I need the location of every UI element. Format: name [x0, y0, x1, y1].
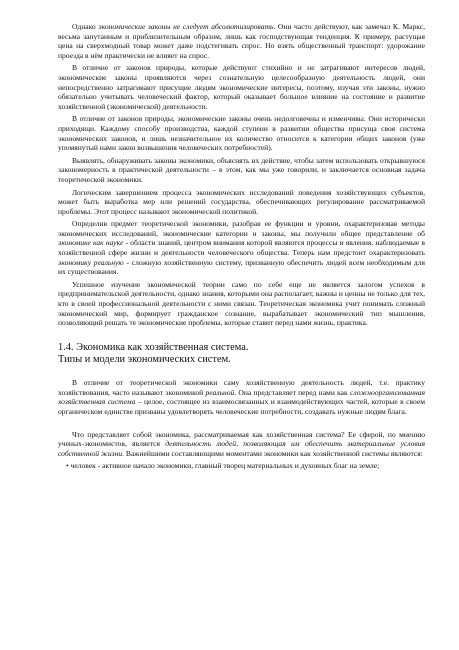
paragraph-3: В отличие от законов природы, экономические законы очень недолговечны и изменчивы. Они исторически приходящи. Каждому способу производства, каждой ступени в развитии общества присуща своя система экономических законов, и лишь незначительное их количество относится к категории общих законов (уже упомянутый нами закон возвышения человеческих потребностей). [58, 114, 425, 153]
paragraph-4: Выявлять, обнаруживать законы экономики, объяснять их действие, чтобы затем использовать открывшуюся закономерность в практической деятельности – в этом, как мы уже говорили, и заключается основная задача теоретической экономики. [58, 155, 425, 184]
list-item: • человек - активное начало экономики, главный творец материальных и духовных благ на земле; [66, 461, 380, 471]
text-run: – целое, состоящее из взаимосвязанных и взаимодействующих частей, которые в своем органическом единстве призваны удовлетворять человеческие потребности, создавать нужные людям блага. [58, 397, 425, 416]
italic-run: деятельность людей, позволяющая им обеспечить материальные условия собственной жизни [58, 439, 425, 458]
italic-run: экономические законы не следует абсолютизировать [98, 22, 274, 31]
italic-run: реальной [205, 387, 235, 397]
paragraph-6 [58, 219, 425, 277]
text-run: Определив предмет теоретической экономики, разобрав ее функции и уровни, охарактеризовав методы экономических исследований, экономические категории и законы, мы получили общее представление об [58, 219, 425, 238]
paragraph-2: В отличие от законов природы, которые действуют стихийно и не затрагивают интересов людей, экономические законы проявляются через сознательную целесообразную деятельность людей, они непосредственно затрагивают присущие людям экономические интересы, поэтому, изучая эти законы, нужно обязательно учитывать человеческий фактор, который оказывает большое влияние на состояние и развитие хозяйственной (экономической) деятельности. [58, 63, 425, 111]
section-heading [58, 342, 425, 366]
text-run: - области знаний, центром внимания которой являются процессы и явления, наблюдаемые в хозяйственной сфере жизни и деятельности человеческого общества. Теперь нам предстоит охарактеризовать [58, 238, 425, 258]
text-run: . Она представляет перед нами как [234, 387, 350, 397]
italic-run: экономику реальную [58, 257, 124, 267]
section-title-line-1: 1.4. Экономика как хозяйственная система. [58, 341, 249, 353]
paragraph-5: Логическим завершением процесса экономических исследований поведения хозяйствующих субъектов, может быть выработка мер или решений государства, обеспечивающих регулирование рассматриваемой проблемы. Этот процесс называют экономической политикой. [58, 187, 425, 216]
text-run: - сложную хозяйственную систему, призванную обеспечить людей всем необходимым для их существования. [58, 257, 425, 277]
paragraph-7: Успешное изучение экономической теории само по себе еще не является залогом успехов в предпринимательской деятельности, однако знания, которыми она располагает, важны и ценны не только для тех, кто в своей профессиональной деятельности с ними связан. Теоретическая экономика учит понимать сложный экономический мир, формирует гражданское сознание, вырабатывает экономический тип мышления, позволяющий решать те экономические проблемы, которые ставит перед нами жизнь, практика. [58, 279, 425, 328]
text-run: . Они часто действуют, как замечал К. Маркс, весьма запутанным и приблизительным образом, лишь как господствующая тенденция. К примеру, растущая цена на сверхмодный товар может даже подстегивать спрос. Но взять общественный транспорт: удорожание проезда в нём практически не влияет на спрос. [58, 22, 426, 60]
paragraph-9 [58, 430, 425, 459]
text-run: . Важнейшими составляющими моментами экономики как хозяйственной системы являются: [122, 448, 423, 458]
text-run: В отличие от теоретической экономики саму хозяйственную деятельность людей, т.е. практику хозяйствования, часто называют экономикой [58, 378, 425, 397]
paragraph-8 [58, 378, 425, 416]
text-run: Однако [72, 22, 99, 31]
section-title-line-2: Типы и модели экономических систем. [58, 354, 231, 366]
spacer [58, 420, 425, 430]
paragraph-1 [58, 22, 425, 60]
italic-run: сложноорганизованная хозяйственная система [58, 387, 425, 407]
italic-run: экономике как науке [58, 238, 124, 248]
text-run: Что представляет собой экономика, рассматриваемая как хозяйственная система? Ее сферой, по мнению ученых-экономистов, является [58, 429, 425, 449]
